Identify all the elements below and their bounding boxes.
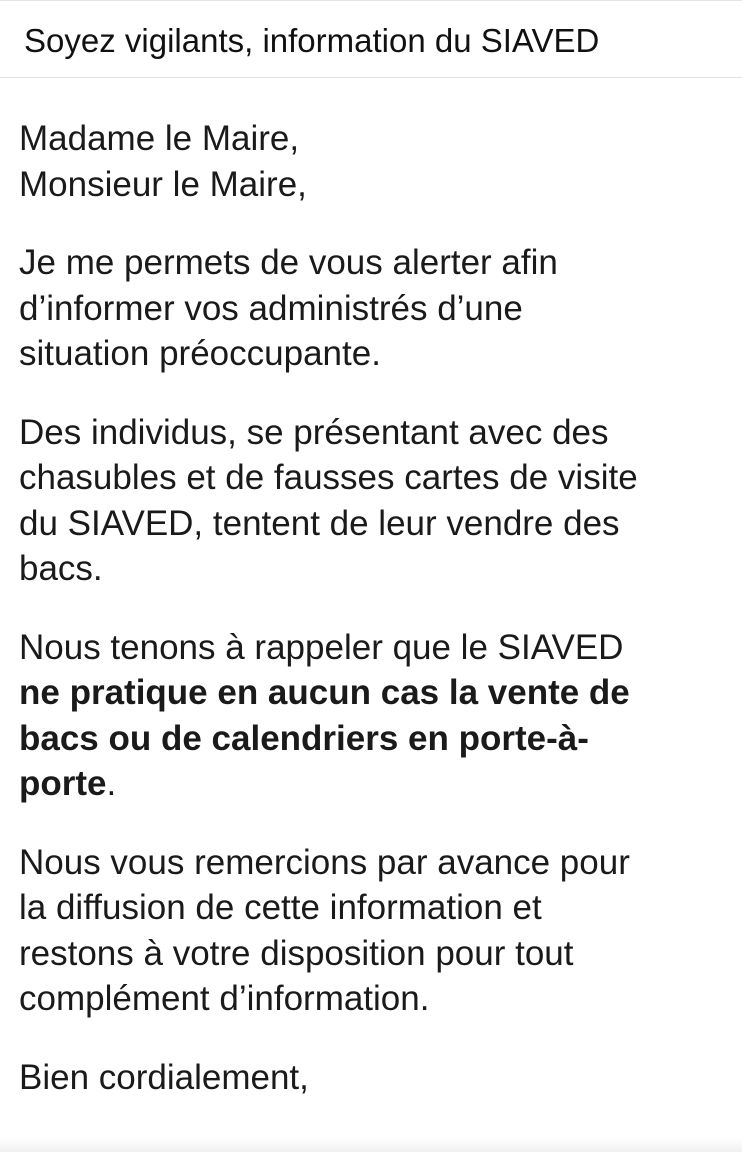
paragraph-line: situation préoccupante. [19, 334, 381, 373]
paragraph-line-mixed [19, 761, 731, 807]
salutation-line: Madame le Maire, [19, 119, 300, 158]
paragraph-line: Nous tenons à rappeler que le SIAVED [19, 627, 624, 667]
salutation-line: Monsieur le Maire, [19, 164, 307, 204]
paragraph-reminder [19, 625, 731, 807]
period-text: . [106, 764, 117, 803]
bottom-fade [0, 1138, 742, 1152]
paragraph-individuals [19, 410, 731, 592]
paragraph-thanks [19, 840, 731, 1022]
paragraph-line: la diffusion de cette information et [19, 888, 542, 927]
header-bar [0, 0, 742, 78]
paragraph-alert [19, 240, 731, 377]
page-title: Soyez vigilants, information du SIAVED [24, 22, 600, 59]
closing [19, 1055, 731, 1101]
paragraph-line: restons à votre disposition pour tout [19, 933, 574, 973]
salutation [19, 116, 731, 207]
paragraph-line: chasubles et de fausses cartes de visite [19, 458, 638, 497]
paragraph-line: Je me permets de vous alerter afin [19, 243, 558, 282]
bold-warning-line: bacs ou de calendriers en porte-à- [19, 718, 589, 758]
paragraph-line: d’informer vos administrés d’une [19, 288, 523, 328]
paragraph-line: bacs. [19, 549, 103, 588]
paragraph-line: Nous vous remercions par avance pour [19, 842, 630, 882]
paragraph-line: du SIAVED, tentent de leur vendre des [19, 503, 620, 543]
letter-body [19, 116, 731, 1133]
paragraph-line: Des individus, se présentant avec des [19, 412, 609, 452]
paragraph-line: complément d’information. [19, 979, 430, 1018]
bold-warning-text: porte [19, 764, 107, 803]
closing-line: Bien cordialement, [19, 1057, 309, 1097]
bold-warning-line: ne pratique en aucun cas la vente de [19, 673, 630, 712]
